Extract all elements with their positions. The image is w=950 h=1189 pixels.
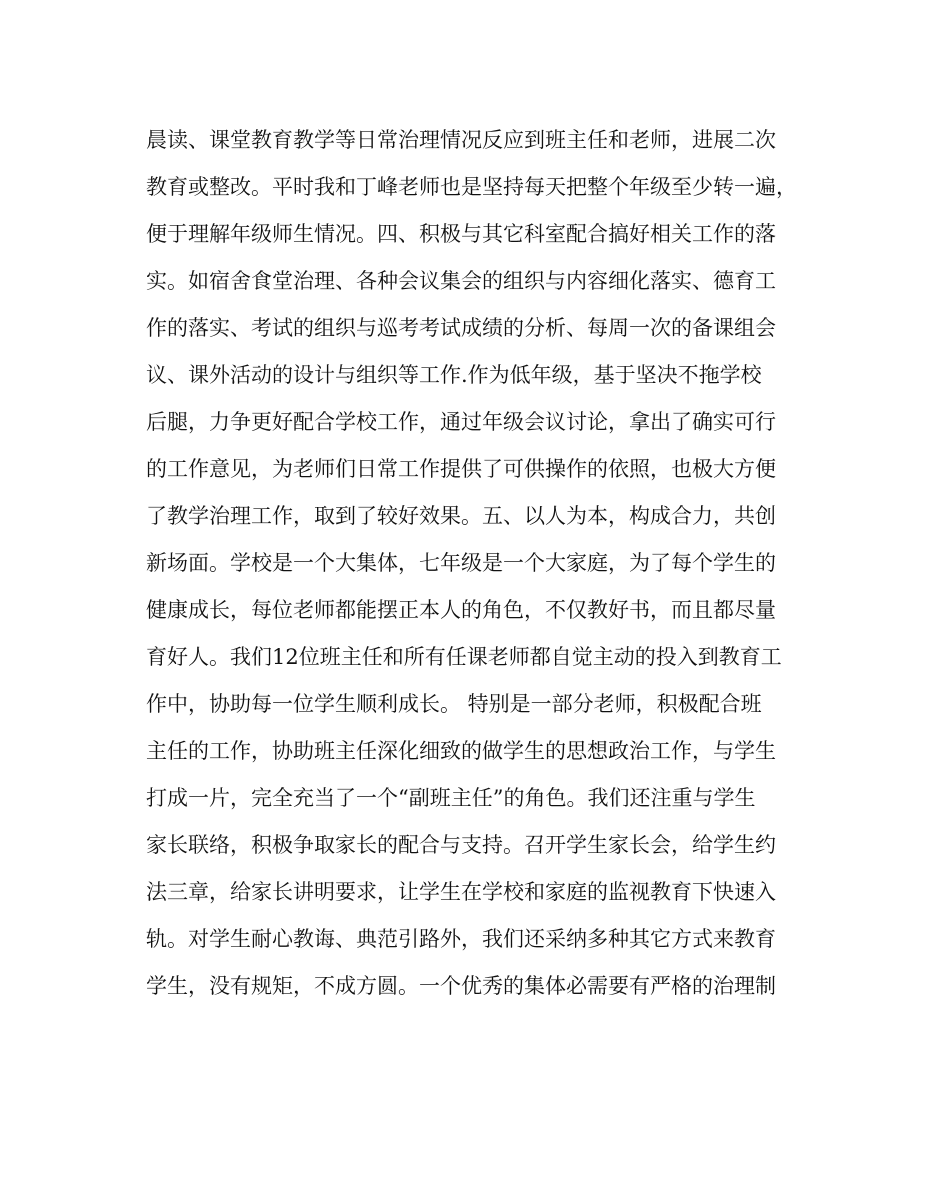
text-line: 实。如宿舍食堂治理、各种会议集会的组织与内容细化落实、德育工 <box>146 269 776 293</box>
text-line: 议、课外活动的设计与组织等工作.作为低年级，基于坚决不拖学校 <box>146 363 762 387</box>
text-line: 作的落实、考试的组织与巡考考试成绩的分析、每周一次的备课组会 <box>146 316 776 340</box>
text-line: 新场面。学校是一个大集体，七年级是一个大家庭，为了每个学生的 <box>146 551 776 575</box>
text-line: 育好人。我们12位班主任和所有任课老师都自觉主动的投入到教育工 <box>146 645 782 669</box>
text-line: 了教学治理工作，取到了较好效果。五、以人为本，构成合力，共创 <box>146 504 776 528</box>
text-line: 学生，没有规矩，不成方圆。一个优秀的集体必需要有严格的治理制 <box>146 974 776 998</box>
text-line: 轨。对学生耐心教诲、典范引路外，我们还采纳多种其它方式来教育 <box>146 927 776 951</box>
text-line: 便于理解年级师生情况。四、积极与其它科室配合搞好相关工作的落 <box>146 222 776 246</box>
text-line: 教育或整改。平时我和丁峰老师也是坚持每天把整个年级至少转一遍， <box>146 175 797 199</box>
text-line: 家长联络，积极争取家长的配合与支持。召开学生家长会，给学生约 <box>146 833 776 857</box>
body-text <box>146 117 826 1010</box>
text-line: 主任的工作，协助班主任深化细致的做学生的思想政治工作，与学生 <box>146 739 776 763</box>
text-line: 的工作意见，为老师们日常工作提供了可供操作的依照，也极大方便 <box>146 457 776 481</box>
text-line: 后腿，力争更好配合学校工作，通过年级会议讨论，拿出了确实可行 <box>146 410 776 434</box>
text-line: 晨读、课堂教育教学等日常治理情况反应到班主任和老师，进展二次 <box>146 128 776 152</box>
text-line: 法三章，给家长讲明要求，让学生在学校和家庭的监视教育下快速入 <box>146 880 776 904</box>
text-line: 健康成长，每位老师都能摆正本人的角色，不仅教好书，而且都尽量 <box>146 598 776 622</box>
text-line: 作中，协助每一位学生顺利成长。 特别是一部分老师，积极配合班 <box>146 692 762 716</box>
text-line: 打成一片，完全充当了一个“副班主任”的角色。我们还注重与学生 <box>146 786 756 810</box>
